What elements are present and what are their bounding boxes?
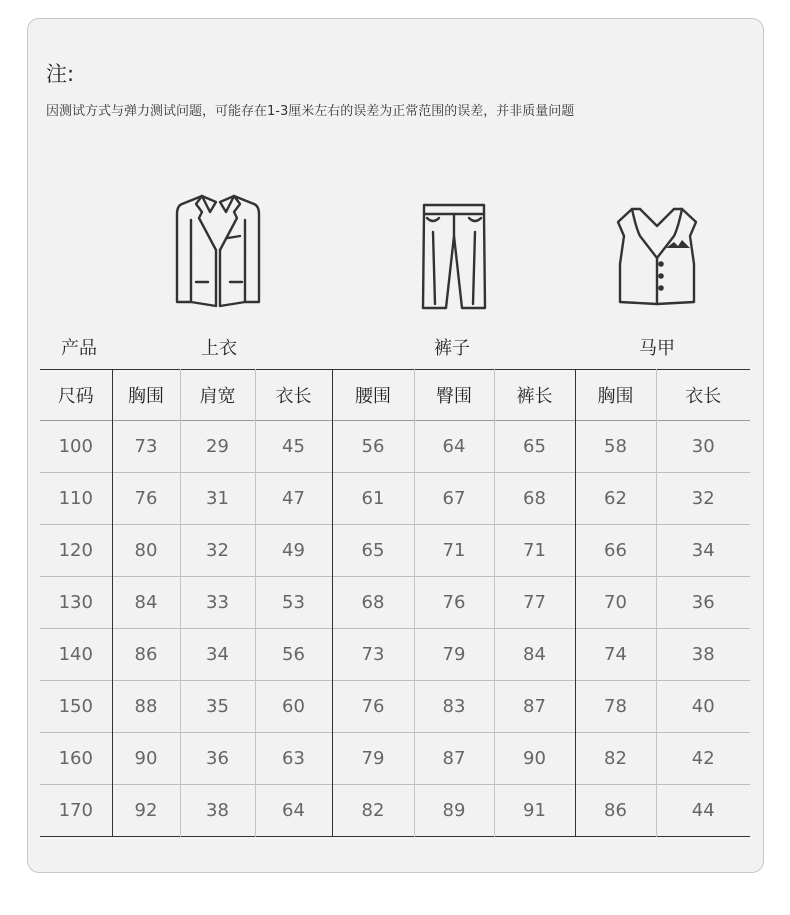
table-row (40, 525, 750, 577)
cell-pants-hip: 89 (414, 785, 494, 837)
header-pants-hip: 臀围 (414, 370, 494, 421)
cell-top-shoulder: 35 (180, 681, 255, 733)
cell-vest-chest: 62 (575, 473, 656, 525)
cell-size: 170 (58, 800, 93, 821)
cell-pants-waist: 82 (332, 785, 414, 837)
cell-top-chest: 90 (112, 733, 180, 785)
cell-vest-chest: 66 (575, 525, 656, 577)
cell-pants-length: 68 (494, 473, 575, 525)
cell-vest-length: 36 (656, 577, 750, 629)
cell-pants-hip: 76 (414, 577, 494, 629)
cell-pants-waist: 56 (332, 421, 414, 473)
header-vest-length: 衣长 (656, 370, 750, 421)
cell-pants-length: 87 (494, 681, 575, 733)
table-header-row (40, 370, 750, 421)
product-label: 产品 (61, 338, 97, 359)
cell-top-chest: 73 (112, 421, 180, 473)
header-pants-length: 裤长 (494, 370, 575, 421)
cell-top-length: 53 (255, 577, 332, 629)
cell-vest-chest: 86 (575, 785, 656, 837)
cell-vest-length: 38 (656, 629, 750, 681)
cell-pants-hip: 71 (414, 525, 494, 577)
cell-pants-length: 91 (494, 785, 575, 837)
cell-vest-length: 40 (656, 681, 750, 733)
cell-top-chest: 84 (112, 577, 180, 629)
cell-pants-waist: 79 (332, 733, 414, 785)
cell-top-length: 47 (255, 473, 332, 525)
cell-size: 130 (58, 592, 93, 613)
jacket-icon (172, 192, 264, 310)
header-top-chest: 胸围 (112, 370, 180, 421)
cell-pants-hip: 64 (414, 421, 494, 473)
cell-top-shoulder: 38 (180, 785, 255, 837)
cell-pants-hip: 83 (414, 681, 494, 733)
table-row (40, 577, 750, 629)
cell-pants-length: 71 (494, 525, 575, 577)
cell-size: 110 (58, 488, 93, 509)
cell-vest-length: 42 (656, 733, 750, 785)
table-row (40, 785, 750, 837)
group-top-label: 上衣 (201, 338, 237, 359)
cell-top-chest: 86 (112, 629, 180, 681)
cell-pants-length: 77 (494, 577, 575, 629)
header-pants-waist: 腰围 (332, 370, 414, 421)
pants-icon (421, 202, 487, 312)
cell-pants-length: 84 (494, 629, 575, 681)
group-pants-label: 裤子 (434, 338, 470, 359)
cell-pants-waist: 68 (332, 577, 414, 629)
cell-top-shoulder: 33 (180, 577, 255, 629)
cell-vest-chest: 78 (575, 681, 656, 733)
cell-pants-hip: 67 (414, 473, 494, 525)
cell-top-length: 45 (255, 421, 332, 473)
cell-top-chest: 88 (112, 681, 180, 733)
cell-top-length: 63 (255, 733, 332, 785)
table-row (40, 733, 750, 785)
cell-top-shoulder: 31 (180, 473, 255, 525)
table-row (40, 681, 750, 733)
cell-top-shoulder: 29 (180, 421, 255, 473)
cell-top-chest: 80 (112, 525, 180, 577)
cell-top-length: 64 (255, 785, 332, 837)
cell-size: 140 (58, 644, 93, 665)
cell-top-chest: 92 (112, 785, 180, 837)
group-vest-label: 马甲 (639, 338, 675, 359)
cell-pants-waist: 65 (332, 525, 414, 577)
cell-top-length: 60 (255, 681, 332, 733)
cell-top-chest: 76 (112, 473, 180, 525)
header-top-shoulder: 肩宽 (180, 370, 255, 421)
note-title: 注: (46, 62, 75, 86)
cell-top-shoulder: 32 (180, 525, 255, 577)
cell-top-length: 56 (255, 629, 332, 681)
header-vest-chest: 胸围 (575, 370, 656, 421)
cell-top-length: 49 (255, 525, 332, 577)
cell-vest-chest: 70 (575, 577, 656, 629)
size-table (40, 369, 750, 837)
cell-pants-waist: 76 (332, 681, 414, 733)
cell-pants-length: 90 (494, 733, 575, 785)
cell-pants-hip: 79 (414, 629, 494, 681)
cell-size: 120 (58, 540, 93, 561)
header-size: 尺码 (57, 386, 94, 407)
table-row (40, 629, 750, 681)
cell-size: 100 (58, 436, 93, 457)
cell-vest-length: 30 (656, 421, 750, 473)
cell-pants-length: 65 (494, 421, 575, 473)
cell-top-shoulder: 36 (180, 733, 255, 785)
vest-icon (614, 206, 700, 308)
cell-vest-length: 44 (656, 785, 750, 837)
cell-vest-chest: 74 (575, 629, 656, 681)
header-top-length: 衣长 (255, 370, 332, 421)
cell-vest-length: 34 (656, 525, 750, 577)
cell-vest-chest: 58 (575, 421, 656, 473)
cell-vest-chest: 82 (575, 733, 656, 785)
note-text: 因测试方式与弹力测试问题，可能存在1-3厘米左右的误差为正常范围的误差，并非质量问题 (46, 104, 575, 119)
cell-pants-hip: 87 (414, 733, 494, 785)
cell-vest-length: 32 (656, 473, 750, 525)
table-row (40, 421, 750, 473)
cell-pants-waist: 61 (332, 473, 414, 525)
cell-pants-waist: 73 (332, 629, 414, 681)
cell-top-shoulder: 34 (180, 629, 255, 681)
cell-size: 160 (58, 748, 93, 769)
cell-size: 150 (58, 696, 93, 717)
table-row (40, 473, 750, 525)
